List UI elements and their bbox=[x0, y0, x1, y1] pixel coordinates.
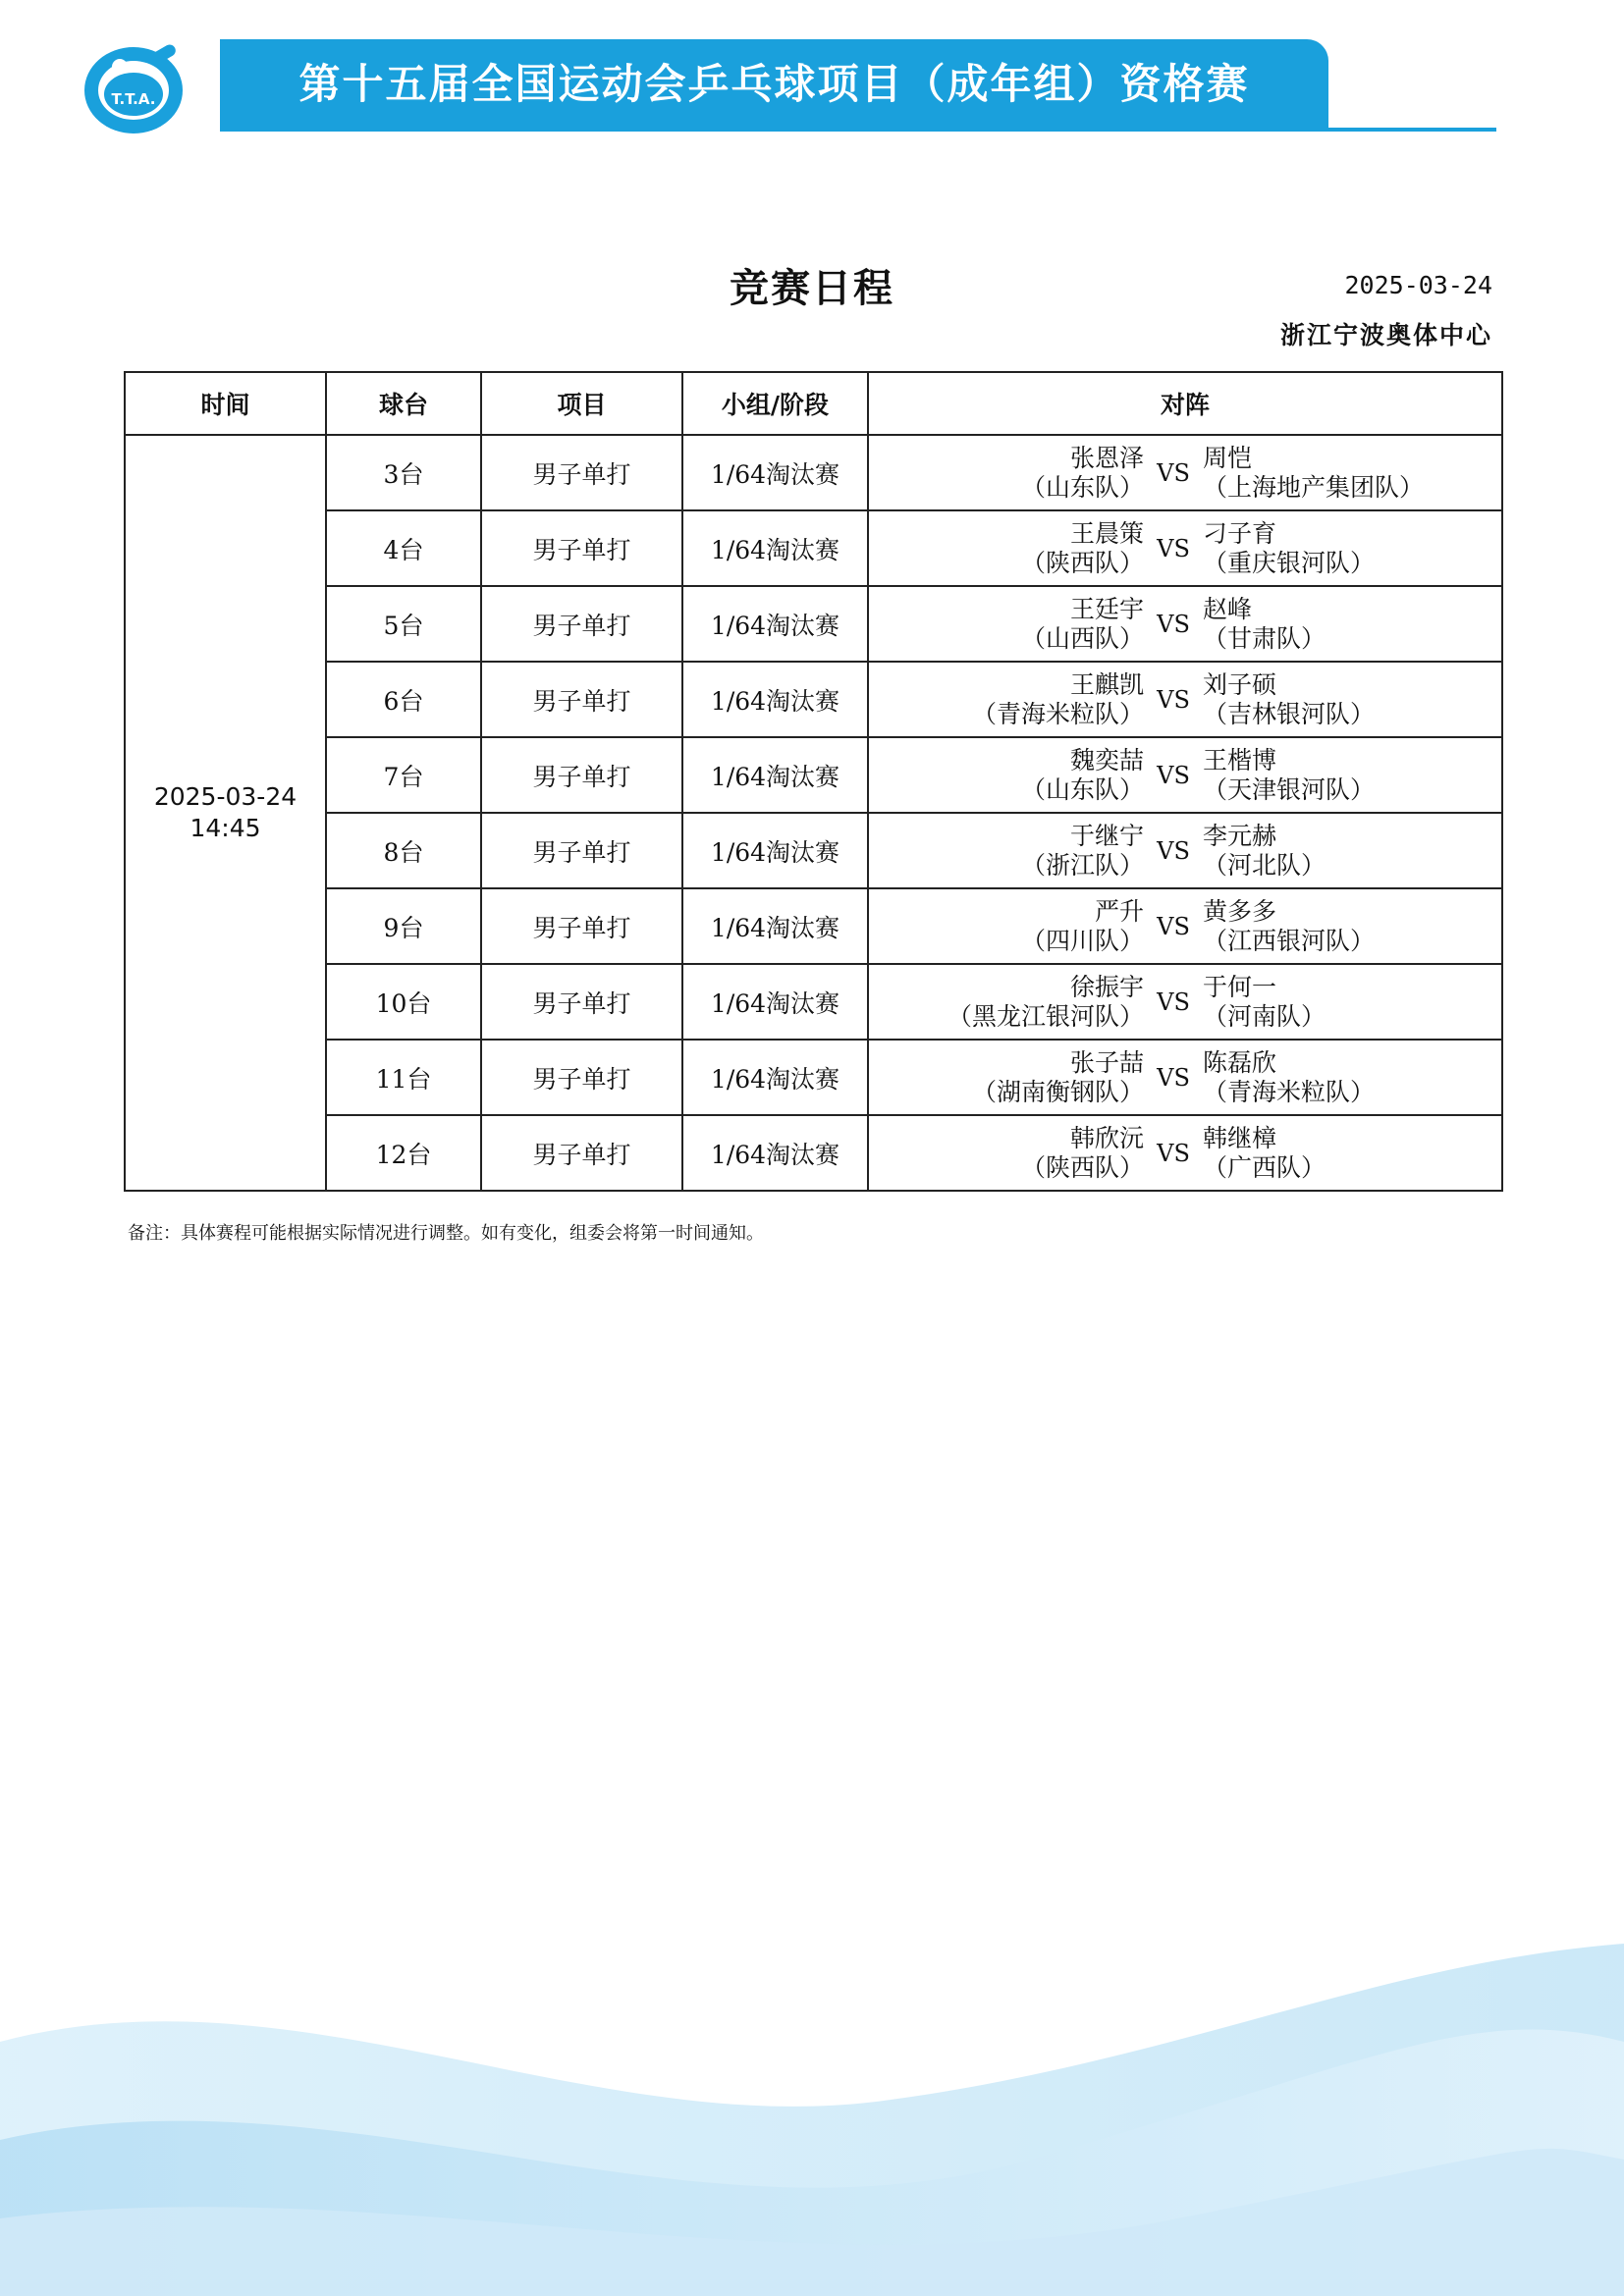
stage-name: 1/64淘汰赛 bbox=[682, 813, 868, 888]
table-row bbox=[125, 888, 1502, 964]
event-name: 男子单打 bbox=[481, 586, 682, 662]
table-number: 11台 bbox=[326, 1040, 481, 1115]
event-name: 男子单打 bbox=[481, 964, 682, 1040]
match-date: 2025-03-24 bbox=[153, 782, 298, 811]
event-name: 男子单打 bbox=[481, 1040, 682, 1115]
player2-name: 刘子硕 bbox=[1203, 669, 1277, 699]
matchup-cell bbox=[868, 888, 1502, 964]
page-title: 竞赛日程 bbox=[730, 266, 894, 311]
table-number: 3台 bbox=[326, 435, 481, 510]
venue-name: 浙江宁波奥体中心 bbox=[1279, 321, 1492, 349]
vs-label: VS bbox=[1157, 988, 1190, 1016]
header-underline bbox=[220, 128, 1496, 132]
table-number: 4台 bbox=[326, 510, 481, 586]
player2-team: （河北队） bbox=[1203, 850, 1326, 880]
table-row bbox=[125, 1115, 1502, 1191]
header-title-banner: 第十五届全国运动会乒乓球项目（成年组）资格赛 bbox=[220, 39, 1328, 130]
table-row bbox=[125, 586, 1502, 662]
header-table: 球台 bbox=[326, 372, 481, 435]
footnote: 备注：具体赛程可能根据实际情况进行调整。如有变化，组委会将第一时间通知。 bbox=[128, 1223, 764, 1244]
logo-text: T.T.A. bbox=[111, 90, 156, 108]
table-row bbox=[125, 737, 1502, 813]
player2-team: （甘肃队） bbox=[1203, 623, 1326, 653]
decorative-waves bbox=[0, 1845, 1624, 2296]
player2-name: 韩继樟 bbox=[1203, 1123, 1277, 1152]
table-number: 5台 bbox=[326, 586, 481, 662]
table-number: 7台 bbox=[326, 737, 481, 813]
matchup-cell bbox=[868, 662, 1502, 737]
player1-name: 于继宁 bbox=[1069, 821, 1144, 850]
player2-name: 王楷博 bbox=[1203, 745, 1277, 774]
player2-team: （吉林银河队） bbox=[1203, 699, 1376, 728]
player2-team: （天津银河队） bbox=[1203, 774, 1376, 804]
table-row bbox=[125, 1040, 1502, 1115]
matchup-cell bbox=[868, 813, 1502, 888]
player2-name: 周恺 bbox=[1203, 443, 1253, 472]
table-number: 12台 bbox=[326, 1115, 481, 1191]
vs-label: VS bbox=[1157, 836, 1190, 865]
stage-name: 1/64淘汰赛 bbox=[682, 737, 868, 813]
stage-name: 1/64淘汰赛 bbox=[682, 435, 868, 510]
vs-label: VS bbox=[1157, 534, 1190, 562]
player1-name: 韩欣沅 bbox=[1069, 1123, 1144, 1152]
matchup-cell bbox=[868, 964, 1502, 1040]
stage-name: 1/64淘汰赛 bbox=[682, 586, 868, 662]
table-number: 6台 bbox=[326, 662, 481, 737]
player2-team: （广西队） bbox=[1203, 1152, 1326, 1182]
vs-label: VS bbox=[1157, 458, 1190, 487]
table-row bbox=[125, 662, 1502, 737]
table-header-row bbox=[125, 372, 1502, 435]
player1-name: 王廷宇 bbox=[1069, 594, 1144, 623]
player1-team: （陕西队） bbox=[1020, 548, 1144, 577]
event-name: 男子单打 bbox=[481, 662, 682, 737]
player1-name: 魏奕喆 bbox=[1069, 745, 1144, 774]
vs-label: VS bbox=[1157, 685, 1190, 714]
time-cell bbox=[125, 435, 326, 1191]
event-name: 男子单打 bbox=[481, 510, 682, 586]
header-event: 项目 bbox=[481, 372, 682, 435]
player2-team: （江西银河队） bbox=[1203, 926, 1376, 955]
player2-name: 黄多多 bbox=[1203, 896, 1277, 926]
matchup-cell bbox=[868, 1040, 1502, 1115]
player1-team: （山东队） bbox=[1020, 472, 1144, 502]
player1-name: 严升 bbox=[1094, 896, 1144, 926]
player1-team: （山西队） bbox=[1020, 623, 1144, 653]
header-stage: 小组/阶段 bbox=[682, 372, 868, 435]
player1-team: （陕西队） bbox=[1020, 1152, 1144, 1182]
stage-name: 1/64淘汰赛 bbox=[682, 662, 868, 737]
schedule-date: 2025-03-24 bbox=[1344, 271, 1492, 299]
player1-name: 王麒凯 bbox=[1069, 669, 1144, 699]
stage-name: 1/64淘汰赛 bbox=[682, 964, 868, 1040]
vs-label: VS bbox=[1157, 1063, 1190, 1092]
tta-logo-icon bbox=[79, 39, 192, 137]
event-name: 男子单打 bbox=[481, 737, 682, 813]
matchup-cell bbox=[868, 435, 1502, 510]
player2-team: （青海米粒队） bbox=[1203, 1077, 1376, 1106]
vs-label: VS bbox=[1157, 1139, 1190, 1167]
player1-team: （青海米粒队） bbox=[971, 699, 1144, 728]
event-name: 男子单打 bbox=[481, 435, 682, 510]
player1-name: 王晨策 bbox=[1069, 518, 1144, 548]
stage-name: 1/64淘汰赛 bbox=[682, 510, 868, 586]
player2-name: 李元赫 bbox=[1203, 821, 1277, 850]
vs-label: VS bbox=[1157, 610, 1190, 638]
table-number: 9台 bbox=[326, 888, 481, 964]
player2-name: 于何一 bbox=[1203, 972, 1277, 1001]
player1-team: （湖南衡钢队） bbox=[971, 1077, 1144, 1106]
vs-label: VS bbox=[1157, 912, 1190, 940]
match-time: 14:45 bbox=[189, 814, 261, 842]
player2-team: （上海地产集团队） bbox=[1203, 472, 1425, 502]
matchup-cell bbox=[868, 586, 1502, 662]
player1-team: （四川队） bbox=[1020, 926, 1144, 955]
player2-name: 刁子育 bbox=[1203, 518, 1277, 548]
player2-name: 陈磊欣 bbox=[1203, 1047, 1277, 1077]
player1-name: 张子喆 bbox=[1069, 1047, 1144, 1077]
event-name: 男子单打 bbox=[481, 813, 682, 888]
table-row bbox=[125, 813, 1502, 888]
header-matchup: 对阵 bbox=[868, 372, 1502, 435]
stage-name: 1/64淘汰赛 bbox=[682, 888, 868, 964]
event-name: 男子单打 bbox=[481, 1115, 682, 1191]
stage-name: 1/64淘汰赛 bbox=[682, 1115, 868, 1191]
player1-team: （浙江队） bbox=[1020, 850, 1144, 880]
player2-team: （重庆银河队） bbox=[1203, 548, 1376, 577]
player1-team: （黑龙江银河队） bbox=[947, 1001, 1144, 1031]
matchup-cell bbox=[868, 737, 1502, 813]
event-name: 男子单打 bbox=[481, 888, 682, 964]
matchup-cell bbox=[868, 1115, 1502, 1191]
header-time: 时间 bbox=[125, 372, 326, 435]
stage-name: 1/64淘汰赛 bbox=[682, 1040, 868, 1115]
matchup-cell bbox=[868, 510, 1502, 586]
vs-label: VS bbox=[1157, 761, 1190, 789]
player2-team: （河南队） bbox=[1203, 1001, 1326, 1031]
player1-team: （山东队） bbox=[1020, 774, 1144, 804]
table-number: 8台 bbox=[326, 813, 481, 888]
table-row bbox=[125, 435, 1502, 510]
player2-name: 赵峰 bbox=[1203, 594, 1253, 623]
player1-name: 徐振宇 bbox=[1069, 972, 1144, 1001]
player1-name: 张恩泽 bbox=[1069, 443, 1144, 472]
table-number: 10台 bbox=[326, 964, 481, 1040]
schedule-table bbox=[124, 371, 1503, 1192]
table-row bbox=[125, 510, 1502, 586]
table-row bbox=[125, 964, 1502, 1040]
